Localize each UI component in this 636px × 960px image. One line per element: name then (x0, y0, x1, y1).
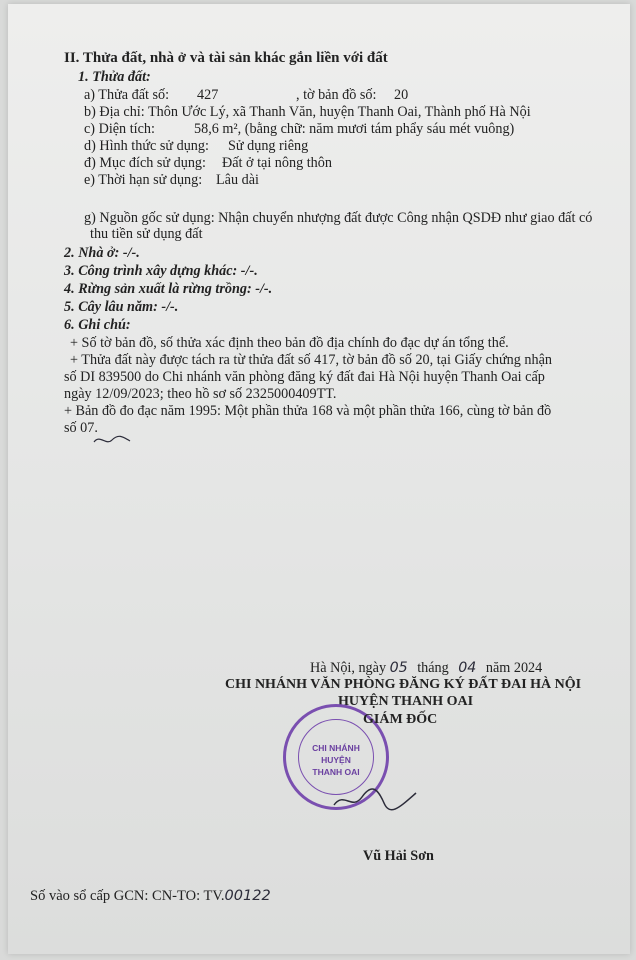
house-row: 2. Nhà ở: -/-. (64, 245, 140, 261)
signer-name: Vũ Hải Sơn (363, 848, 434, 864)
usage-form-row (84, 138, 309, 154)
forest-row: 4. Rừng sản xuất là rừng trồng: -/-. (64, 281, 273, 297)
land-heading: 1. Thửa đất: (78, 69, 151, 85)
registry-value: 00122 (224, 888, 271, 904)
area-label: c) Diện tích: (84, 121, 155, 137)
date-prefix: Hà Nội, ngày (310, 660, 387, 676)
date-year: năm 2024 (485, 660, 543, 676)
map-sheet-value: 20 (394, 87, 409, 103)
usage-term-value: Lâu dài (216, 172, 259, 188)
origin-row-2: thu tiền sử dụng đất (90, 226, 203, 242)
usage-term-label: e) Thời hạn sử dụng: (84, 172, 203, 188)
parcel-number-value: 427 (197, 87, 219, 103)
usage-purpose-label: đ) Mục đích sử dụng: (84, 155, 206, 171)
land-parcel-row (84, 87, 409, 103)
note-line: + Số tờ bản đồ, số thửa xác định theo bản đồ địa chính đo đạc dự án tổng thể. (70, 335, 509, 351)
org-name-line1: CHI NHÁNH VĂN PHÒNG ĐĂNG KÝ ĐẤT ĐAI HÀ NỘI (225, 677, 582, 692)
note-line: ngày 12/09/2023; theo hồ sơ số 2325000409TT. (64, 386, 337, 402)
construction-row: 3. Công trình xây dựng khác: -/-. (64, 263, 258, 279)
registry-number (30, 888, 271, 904)
area-value: 58,6 m², (bằng chữ: năm mươi tám phẩy sáu mét vuông) (194, 121, 515, 137)
registry-label: Số vào sổ cấp GCN: CN-TO: TV. (30, 888, 225, 904)
official-seal-icon: CHI NHÁNH HUYỆN THANH OAI (283, 704, 389, 810)
map-sheet-label: , tờ bản đồ số: (296, 87, 377, 103)
note-line: + Bản đồ đo đạc năm 1995: Một phần thửa 168 và một phần thửa 166, cùng tờ bản đồ (64, 403, 552, 419)
origin-row-1: g) Nguồn gốc sử dụng: Nhận chuyển nhượng đất được Công nhận QSDĐ như giao đất có (84, 210, 593, 226)
note-line: số DI 839500 do Chi nhánh văn phòng đăng ký đất đai Hà Nội huyện Thanh Oai cấp (64, 369, 545, 385)
usage-term-row (84, 172, 259, 188)
note-line: số 07. (64, 420, 98, 436)
initials-scribble (92, 432, 132, 448)
note-line: + Thửa đất này được tách ra từ thửa đất số 417, tờ bản đồ số 20, tại Giấy chứng nhận (70, 352, 552, 368)
usage-form-label: d) Hình thức sử dụng: (84, 138, 209, 154)
perennial-row: 5. Cây lâu năm: -/-. (64, 299, 179, 315)
org-name-line2: HUYỆN THANH OAI (338, 694, 474, 709)
date-day: 05 (389, 660, 408, 676)
area-row (84, 121, 515, 137)
signature-icon (330, 785, 420, 815)
usage-form-value: Sử dụng riêng (228, 138, 309, 154)
date-month: 04 (458, 660, 477, 676)
usage-purpose-value: Đất ở tại nông thôn (222, 155, 332, 171)
parcel-number-label: a) Thửa đất số: (84, 87, 170, 103)
issue-date (310, 660, 542, 676)
date-month-label: tháng (417, 660, 449, 676)
address-row: b) Địa chỉ: Thôn Ước Lý, xã Thanh Văn, huyện Thanh Oai, Thành phố Hà Nội (84, 104, 531, 120)
notes-heading: 6. Ghi chú: (64, 317, 131, 333)
usage-purpose-row (84, 155, 332, 171)
signer-title: GIÁM ĐỐC (363, 712, 438, 727)
section-title: II. Thửa đất, nhà ở và tài sản khác gắn liền với đất (64, 50, 388, 66)
